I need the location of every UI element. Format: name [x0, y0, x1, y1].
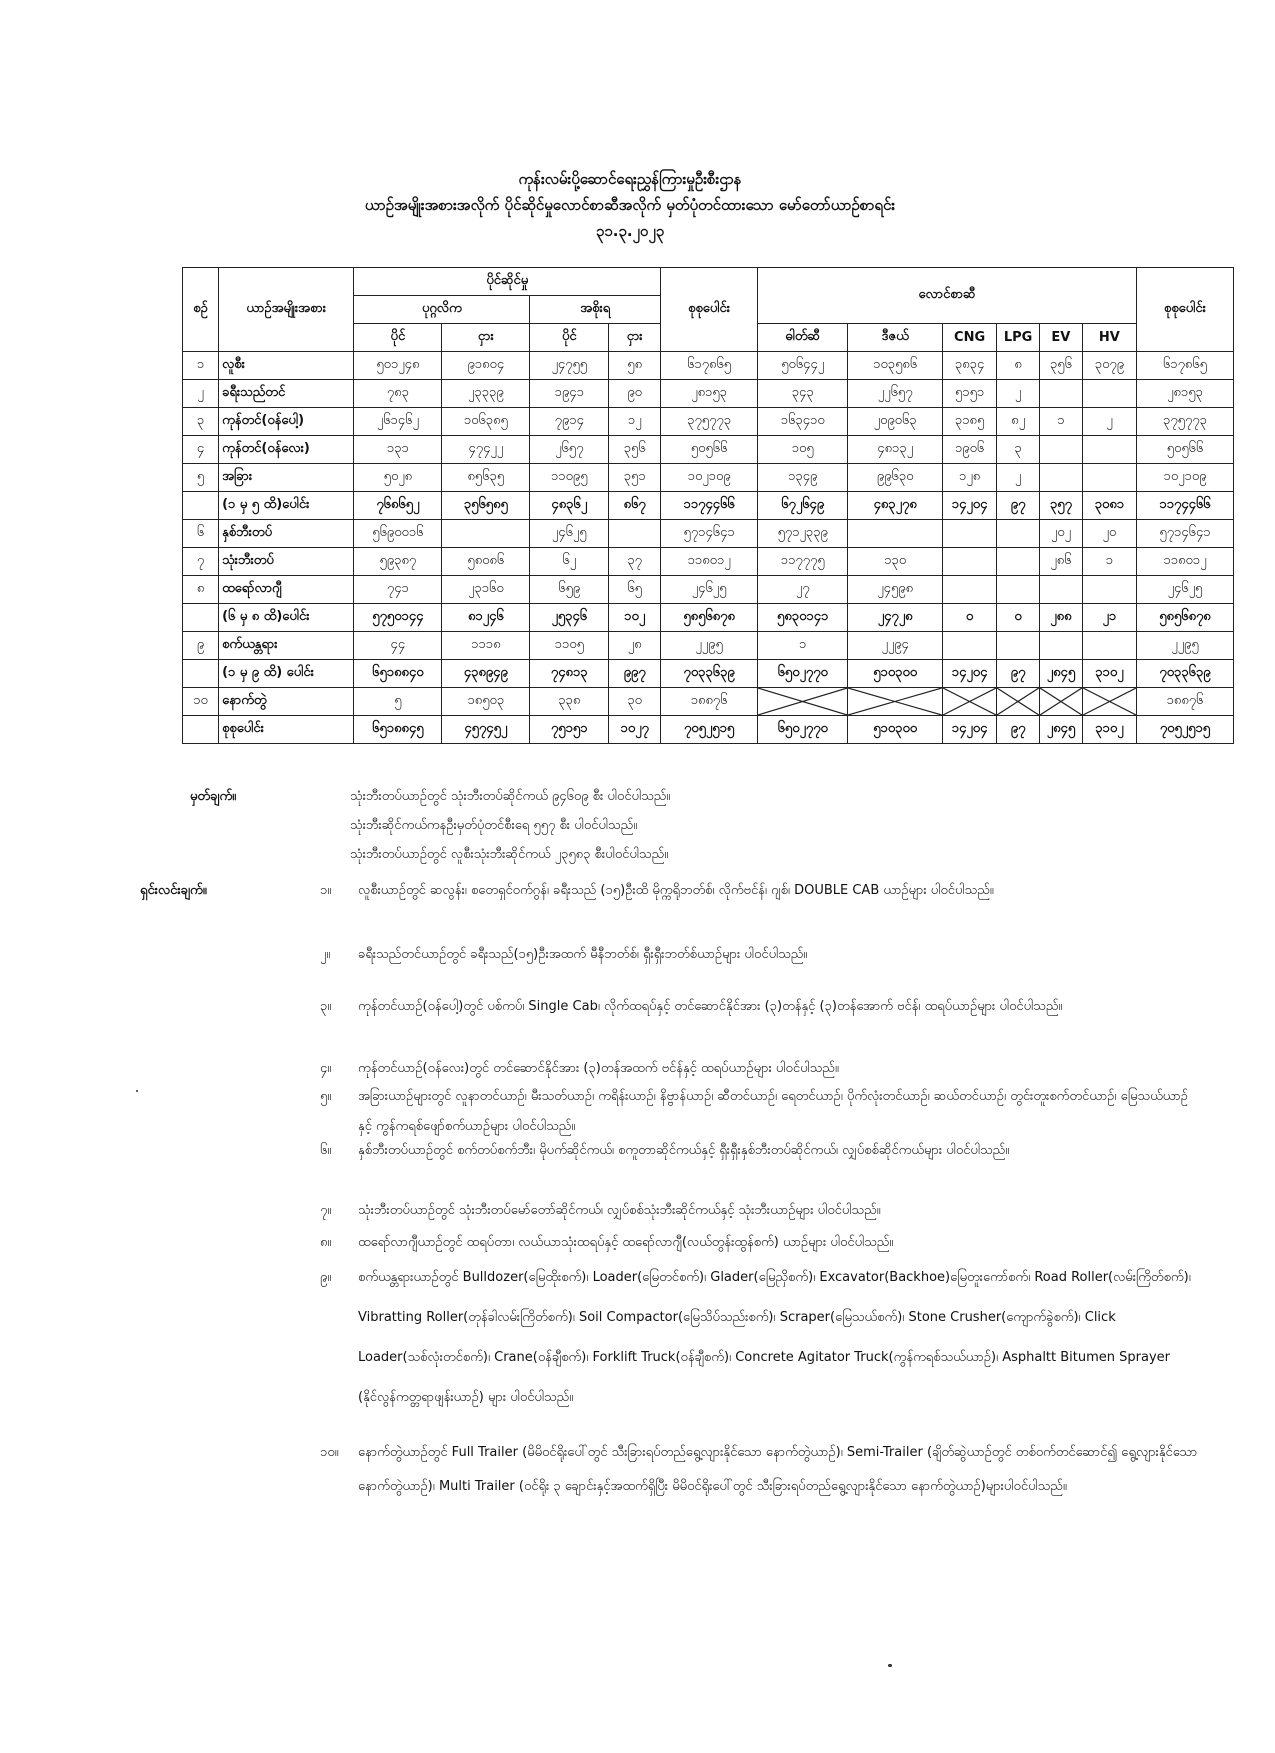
value-cell: ၆၅: [609, 576, 661, 604]
crossed-out-cell: [848, 688, 943, 716]
value-cell: [943, 576, 997, 604]
value-cell: ၆၂: [530, 548, 609, 576]
value-cell: ၃၁၀၂: [1082, 716, 1136, 744]
explanation-text: လူစီးယာဉ်တွင် ဆလွန်း၊ စတေရှင်ဝက်ဂွန်၊ ခရီးသည် (၁၅)ဦးထိ မိုက္ကရိုဘတ်စ်၊ လိုက်ဗင်န်၊ ဂျစ်၊ DOUBLE CAB ယာဉ်များ ပါဝင်ပါသည်။: [358, 883, 994, 898]
vehicle-type-cell: (၁ မှ ၅ ထိ)ပေါင်း: [219, 492, 354, 520]
vehicle-type-cell: လူစီး: [219, 352, 354, 380]
value-cell: ၈၁၂၄၆: [442, 604, 530, 632]
value-cell: ၁၁၀၅: [530, 632, 609, 660]
value-cell: ၃: [997, 436, 1040, 464]
remark-line: သုံးဘီးတပ်ယာဉ်တွင် လူစီးသုံးဘီးဆိုင်ကယ် ၂၃၅၈၃ စီးပါဝင်ပါသည်။: [350, 847, 669, 862]
value-cell: [997, 576, 1040, 604]
row-number: ၆: [183, 520, 219, 548]
value-cell: ၇၀၅၂၅၁၅: [1136, 716, 1233, 744]
table-row: [183, 520, 1234, 548]
explanation-text: စက်ယန္တရားယာဉ်တွင် Bulldozer(မြေထိုးစက်)၊ Loader(မြေတင်စက်)၊ Glader(မြေညှိစက်)၊ Excavator(Backhoe)မြေတူးကော်စက်၊ Road Roller(လမ်းကြိတ်စက်)၊ Vibratting Roller(တုန်ခါလမ်းကြိတ်စက်)၊ Soil Compactor(မြေသိပ်သည်းစက်)၊ Scraper(မြေသယ်စက်)၊ Stone Crusher(ကျောက်ခွဲစက်)၊ Click Loader(သစ်လုံးတင်စက်)၊ Crane(ဝန်ချီစက်)၊ Forklift Truck(ဝန်ချီစက်)၊ Concrete Agitator Truck(ကွန်ကရစ်သယ်ယာဉ်)၊ Asphaltt Bitumen Sprayer (နိုင်လွန်ကတ္တရာဖျန်းယာဉ်) များ ပါဝင်ပါသည်။: [358, 1270, 1191, 1405]
header-hv: HV: [1082, 324, 1136, 352]
value-cell: ၁၄၂၀၄: [943, 492, 997, 520]
header-ev: EV: [1039, 324, 1082, 352]
value-cell: [1082, 576, 1136, 604]
value-cell: [1039, 464, 1082, 492]
crossed-out-cell: [1082, 688, 1136, 716]
value-cell: ၆၅၁၈၈၄၅: [354, 716, 442, 744]
value-cell: ၂၈၆: [1039, 548, 1082, 576]
value-cell: ၂၂၉၄: [848, 632, 943, 660]
table-row: [183, 352, 1234, 380]
header-private-rented: ငှား: [442, 324, 530, 352]
value-cell: ၄၈၃၆၂: [530, 492, 609, 520]
value-cell: ၂၄၆၂၅: [661, 576, 758, 604]
value-cell: ၇၀၃၃၆၃၉: [1136, 660, 1233, 688]
value-cell: [1039, 436, 1082, 464]
explanation-text: အခြားယာဉ်များတွင် လူနာတင်ယာဉ်၊ မီးသတ်ယာဉ်၊ ကရိန်းယာဉ်၊ နိဗ္ဗာန်ယာဉ်၊ ဆီတင်ယာဉ်၊ ရေတင်ယာဉ်၊ ပိုက်လုံးတင်ယာဉ်၊ ဆယ်တင်ယာဉ်၊ တွင်းတူးစက်တင်ယာဉ်၊ မြေသယ်ယာဉ်နှင့် ကွန်ကရစ်ဖျော်စက်ယာဉ်များ ပါဝင်ပါသည်။: [358, 1089, 1188, 1134]
value-cell: ၁၃၁: [354, 436, 442, 464]
header-government: အစိုးရ: [530, 296, 661, 324]
value-cell: ၅၀၁၂၄၈: [354, 352, 442, 380]
value-cell: ၅၀၂၈: [354, 464, 442, 492]
explanation-text: နောက်တွဲယာဉ်တွင် Full Trailer (မိမိဝင်ရိုးပေါ်တွင် သီးခြားရပ်တည်ရွေ့လျားနိုင်သော နောက်တွဲယာဉ်)၊ Semi-Trailer (ချိတ်ဆွဲယာဉ်တွင် တစ်ဝက်တင်ဆောင်၍ ရွေ့လျားနိုင်သော နောက်တွဲယာဉ်)၊ Multi Trailer (ဝင်ရိုး ၃ ချောင်းနှင့်အထက်ရှိပြီး မိမိဝင်ရိုးပေါ်တွင် သီးခြားရပ်တည်ရွေ့လျားနိုင်သော နောက်တွဲယာဉ်)များပါဝင်ပါသည်။: [358, 1445, 1198, 1494]
value-cell: ၂၀၂: [1039, 520, 1082, 548]
header-lpg: LPG: [997, 324, 1040, 352]
value-cell: ၃၃၈: [530, 688, 609, 716]
row-number: ၃: [183, 408, 219, 436]
value-cell: ၄၃၈၉၄၉: [442, 660, 530, 688]
department-title: ကုန်းလမ်းပို့ဆောင်ရေးညွှန်ကြားမှုဦးစီးဌာန: [518, 170, 742, 188]
value-cell: [1039, 632, 1082, 660]
value-cell: ၅၈၅၆၈၇၈: [1136, 604, 1233, 632]
value-cell: ၂၆၅၇: [530, 436, 609, 464]
value-cell: ၁၁၇၄၄၆၆: [661, 492, 758, 520]
value-cell: ၉၇: [997, 716, 1040, 744]
value-cell: ၅၀၅၆၆: [1136, 436, 1233, 464]
value-cell: ၁: [1039, 408, 1082, 436]
value-cell: ၂၆၁၄၆၂: [354, 408, 442, 436]
value-cell: [997, 548, 1040, 576]
value-cell: ၁၁၈၀၁၂: [661, 548, 758, 576]
value-cell: ၅၀၅၆၆: [661, 436, 758, 464]
value-cell: ၀: [997, 604, 1040, 632]
vehicle-type-cell: စုစုပေါင်း: [219, 716, 354, 744]
value-cell: ၁၄၂၀၄: [943, 660, 997, 688]
value-cell: ၅၀၆၄၄၂: [758, 352, 848, 380]
explanation-number: ၄။: [320, 1061, 332, 1076]
header-vehicle-type: ယာဉ်အမျိုးအစား: [219, 268, 354, 352]
value-cell: ၀: [943, 604, 997, 632]
explanation-number: ၇။: [320, 1203, 332, 1218]
row-number: [183, 660, 219, 688]
value-cell: ၂၅၃၄၆: [530, 604, 609, 632]
value-cell: ၉၀: [609, 380, 661, 408]
header-diesel: ဒီဇယ်: [848, 324, 943, 352]
value-cell: ၁၉၄၁: [530, 380, 609, 408]
value-cell: ၉၁၈၀၄: [442, 352, 530, 380]
explanation-number: ၁၀။: [320, 1445, 339, 1460]
header-government-owned: ပိုင်: [530, 324, 609, 352]
vehicle-type-cell: အခြား: [219, 464, 354, 492]
header-ownership: ပိုင်ဆိုင်မှု: [354, 268, 661, 296]
header-petrol: ဓါတ်ဆီ: [758, 324, 848, 352]
value-cell: ၆၅၀၂၇၇၀: [758, 716, 848, 744]
value-cell: ၂၈: [609, 632, 661, 660]
row-number: ၈: [183, 576, 219, 604]
value-cell: ၃၀၇၉: [1082, 352, 1136, 380]
value-cell: ၂၂၉၅: [661, 632, 758, 660]
explanation-text: ကုန်တင်ယာဉ်(ဝန်လေး)တွင် တင်ဆောင်နိုင်အား (၃)တန်အထက် ဗင်န်နှင့် ထရပ်ယာဉ်များ ပါဝင်ပါသည်။: [358, 1061, 839, 1076]
value-cell: ၁: [758, 632, 848, 660]
row-number: ၂: [183, 380, 219, 408]
remark-line: သုံးဘီးတပ်ယာဉ်တွင် သုံးဘီးတပ်ဆိုင်ကယ် ၉၄၆၀၉ စီး ပါဝင်ပါသည်။: [350, 789, 671, 804]
value-cell: ၁၁၁၈: [442, 632, 530, 660]
explanation-text: ကုန်တင်ယာဉ်(ဝန်ပေါ့)တွင် ပစ်ကပ်၊ Single Cab၊ လိုက်ထရပ်နှင့် တင်ဆောင်နိုင်အား (၃)တန်နှင့် (၃)တန်အောက် ဗင်န်၊ ထရပ်ယာဉ်များ ပါဝင်ပါသည်။: [358, 999, 1063, 1014]
crossed-out-cell: [1039, 688, 1082, 716]
value-cell: ၅၁၅၁: [943, 380, 997, 408]
value-cell: ၅၆၉၀၀၁၆: [354, 520, 442, 548]
value-cell: ၅: [354, 688, 442, 716]
value-cell: ၃၇၅၇၇၃: [1136, 408, 1233, 436]
value-cell: [943, 548, 997, 576]
value-cell: ၃၅၆: [1039, 352, 1082, 380]
row-number: ၇: [183, 548, 219, 576]
value-cell: ၂၄၆၂၅: [1136, 576, 1233, 604]
value-cell: ၈၆၇: [609, 492, 661, 520]
table-row: [183, 660, 1234, 688]
value-cell: ၆၅၀၂၇၇၀: [758, 660, 848, 688]
value-cell: ၉၇: [997, 660, 1040, 688]
vehicle-type-cell: ခရီးသည်တင်: [219, 380, 354, 408]
table-row: [183, 464, 1234, 492]
value-cell: ၂၄၇၂၈: [848, 604, 943, 632]
value-cell: ၃၅၆၅၈၅: [442, 492, 530, 520]
value-cell: ၁၂၈: [943, 464, 997, 492]
value-cell: ၅၉၃၈၇: [354, 548, 442, 576]
remarks-title: မှတ်ချက်။: [190, 789, 237, 804]
value-cell: ၂၁: [1082, 604, 1136, 632]
value-cell: ၃၇၅၇၇၃: [661, 408, 758, 436]
header-government-rented: ငှား: [609, 324, 661, 352]
table-row: [183, 716, 1234, 744]
value-cell: ၃၅၇: [1039, 492, 1082, 520]
value-cell: ၂: [1082, 408, 1136, 436]
value-cell: ၇၅၁၅၁: [530, 716, 609, 744]
value-cell: [943, 520, 997, 548]
cross-mark: [1083, 688, 1136, 715]
value-cell: [1082, 464, 1136, 492]
value-cell: ၈၅၆၃၅: [442, 464, 530, 492]
value-cell: ၃၀: [609, 688, 661, 716]
row-number: ၁: [183, 352, 219, 380]
value-cell: [609, 520, 661, 548]
explanation-title: ရှင်းလင်းချက်။: [140, 883, 207, 898]
value-cell: ၅၇၁၂၃၃၉: [758, 520, 848, 548]
value-cell: [1082, 632, 1136, 660]
value-cell: ၅၈၀၈၆: [442, 548, 530, 576]
value-cell: ၃၀၈၁: [1082, 492, 1136, 520]
value-cell: ၁: [1082, 548, 1136, 576]
crossed-out-cell: [997, 688, 1040, 716]
value-cell: ၂၂၉၅: [1136, 632, 1233, 660]
value-cell: ၄၇၄၂၂: [442, 436, 530, 464]
value-cell: ၇၉၁၄: [530, 408, 609, 436]
value-cell: ၁၈၈၇၆: [1136, 688, 1233, 716]
value-cell: ၁၄၂၀၄: [943, 716, 997, 744]
header-private: ပုဂ္ဂလိက: [354, 296, 530, 324]
value-cell: ၁၁၇၄၄၆၆: [1136, 492, 1233, 520]
value-cell: [442, 520, 530, 548]
table-row: [183, 576, 1234, 604]
value-cell: ၆၁၇၈၆၅: [1136, 352, 1233, 380]
value-cell: ၅၇၅၀၁၄၄: [354, 604, 442, 632]
value-cell: ၁၁၈၀၁၂: [1136, 548, 1233, 576]
value-cell: ၆၇၂၆၄၉: [758, 492, 848, 520]
value-cell: ၅၇၁၄၆၄၁: [1136, 520, 1233, 548]
value-cell: ၂၂၆၅၇: [848, 380, 943, 408]
table-row: [183, 436, 1234, 464]
value-cell: ၁၀၆၃၈၅: [442, 408, 530, 436]
remark-line: သုံးဘီးဆိုင်ကယ်ကနဦးမှတ်ပုံတင်စီးရေ ၅၅၇ စီး ပါဝင်ပါသည်။: [350, 818, 638, 833]
value-cell: ၅၈: [609, 352, 661, 380]
value-cell: [848, 520, 943, 548]
row-number: ၁၀: [183, 688, 219, 716]
vehicle-type-cell: ထရော်လာဂျီ: [219, 576, 354, 604]
value-cell: ၅၇၁၄၆၄၁: [661, 520, 758, 548]
value-cell: ၇၆၈၆၅၂: [354, 492, 442, 520]
crossed-out-cell: [943, 688, 997, 716]
value-cell: ၂၃၁၆၀: [442, 576, 530, 604]
report-title: ယာဉ်အမျိုးအစားအလိုက် ပိုင်ဆိုင်မှုလောင်စာဆီအလိုက် မှတ်ပုံတင်ထားသော မော်တော်ယာဉ်စာရင်း: [364, 196, 896, 214]
cross-mark: [1040, 688, 1082, 715]
value-cell: ၁၃၄၉: [758, 464, 848, 492]
header-sr: စဉ်: [183, 268, 219, 352]
vehicle-type-cell: ကုန်တင်(ဝန်ပေါ့): [219, 408, 354, 436]
value-cell: ၄၄: [354, 632, 442, 660]
row-number: ၄: [183, 436, 219, 464]
value-cell: ၄၈၃၂၇၈: [848, 492, 943, 520]
header-total-ownership: စုစုပေါင်း: [661, 268, 758, 352]
value-cell: [1039, 576, 1082, 604]
value-cell: ၇၄၁: [354, 576, 442, 604]
vehicle-type-cell: (၆ မှ ၈ ထိ)ပေါင်း: [219, 604, 354, 632]
value-cell: ၆၁၇၈၆၅: [661, 352, 758, 380]
cross-mark: [848, 688, 942, 715]
value-cell: ၂၄၅၉၈: [848, 576, 943, 604]
value-cell: ၃၁၈၅: [943, 408, 997, 436]
value-cell: ၁၃၀: [848, 548, 943, 576]
value-cell: ၂၈၄၅: [1039, 660, 1082, 688]
explanation-number: ၃။: [320, 999, 332, 1014]
value-cell: ၆၅၉: [530, 576, 609, 604]
value-cell: ၂၃၃၃၉: [442, 380, 530, 408]
explanation-text: ထရော်လာဂျီယာဉ်တွင် ထရပ်တာ၊ လယ်ယာသုံးထရပ်နှင့် ထရော်လာဂျီ(လယ်တွန်းထွန်စက်) ယာဉ်များ ပါဝင်ပါသည်။: [358, 1235, 894, 1250]
value-cell: ၁၁၇၇၇၅: [758, 548, 848, 576]
value-cell: [943, 632, 997, 660]
vehicle-type-cell: (၁ မှ ၉ ထိ) ပေါင်း: [219, 660, 354, 688]
value-cell: ၃၈၃၄: [943, 352, 997, 380]
report-date: ၃၁.၃.၂၀၂၃: [595, 222, 665, 240]
crossed-out-cell: [758, 688, 848, 716]
table-row: [183, 492, 1234, 520]
value-cell: ၃၅၁: [609, 464, 661, 492]
document-header: [160, 166, 1100, 244]
value-cell: ၇၀၅၂၅၁၅: [661, 716, 758, 744]
value-cell: ၃၅၆: [609, 436, 661, 464]
table-row: [183, 380, 1234, 408]
value-cell: ၉၇: [997, 492, 1040, 520]
header-fuel: လောင်စာဆီ: [758, 268, 1137, 324]
value-cell: ၂၈၁၅၃: [661, 380, 758, 408]
scan-speck: [136, 1090, 138, 1092]
header-cng: CNG: [943, 324, 997, 352]
value-cell: [997, 632, 1040, 660]
table-row: [183, 408, 1234, 436]
value-cell: ၁၉၀၆: [943, 436, 997, 464]
value-cell: ၁၀၅: [758, 436, 848, 464]
value-cell: ၅၁၀၃၀၀: [848, 660, 943, 688]
value-cell: ၄၅၇၄၅၂: [442, 716, 530, 744]
explanation-number: ၆။: [320, 1143, 332, 1158]
header-total-fuel: စုစုပေါင်း: [1136, 268, 1233, 352]
cross-mark: [758, 688, 847, 715]
value-cell: [1082, 380, 1136, 408]
vehicle-statistics-table: [182, 267, 1234, 744]
value-cell: ၄၈၁၃၂: [848, 436, 943, 464]
value-cell: ၃၁၀၂: [1082, 660, 1136, 688]
value-cell: ၂: [997, 464, 1040, 492]
value-cell: ၁၀၂၁၀၉: [661, 464, 758, 492]
cross-mark: [943, 688, 996, 715]
value-cell: ၁၈၅၀၃: [442, 688, 530, 716]
value-cell: ၂၄၆၂၅: [530, 520, 609, 548]
table-row: [183, 548, 1234, 576]
value-cell: ၁၈၈၇၆: [661, 688, 758, 716]
value-cell: ၁၀၂: [609, 604, 661, 632]
value-cell: ၁၂: [609, 408, 661, 436]
row-number: ၉: [183, 632, 219, 660]
row-number: ၅: [183, 464, 219, 492]
value-cell: ၁၀၂၇: [609, 716, 661, 744]
value-cell: ၂: [997, 380, 1040, 408]
value-cell: ၇၀၃၃၆၃၉: [661, 660, 758, 688]
value-cell: ၃၇: [609, 548, 661, 576]
value-cell: ၁၀၂၁၀၉: [1136, 464, 1233, 492]
value-cell: ၁၀၃၅၈၆: [848, 352, 943, 380]
row-number: [183, 716, 219, 744]
value-cell: ၇၈၃: [354, 380, 442, 408]
value-cell: ၅၈၅၆၈၇၈: [661, 604, 758, 632]
value-cell: ၂၇: [758, 576, 848, 604]
value-cell: ၁၁၀၉၅: [530, 464, 609, 492]
row-number: [183, 604, 219, 632]
value-cell: ၂၈၈: [1039, 604, 1082, 632]
value-cell: ၂၈၁၅၃: [1136, 380, 1233, 408]
vehicle-type-cell: နောက်တွဲ: [219, 688, 354, 716]
value-cell: ၂၀၉၀၆၃: [848, 408, 943, 436]
table-row: [183, 604, 1234, 632]
cross-mark: [997, 688, 1039, 715]
value-cell: ၂၄၇၅၅: [530, 352, 609, 380]
explanation-text: သုံးဘီးတပ်ယာဉ်တွင် သုံးဘီးတပ်မော်တော်ဆိုင်ကယ်၊ လျှပ်စစ်သုံးဘီးဆိုင်ကယ်နှင့် သုံးဘီးယာဉ်များ ပါဝင်ပါသည်။: [358, 1203, 881, 1218]
scan-speck: [888, 1664, 892, 1667]
value-cell: ၅၈၃၀၁၄၁: [758, 604, 848, 632]
vehicle-type-cell: နှစ်ဘီးတပ်: [219, 520, 354, 548]
value-cell: [1039, 380, 1082, 408]
table-body: [183, 352, 1234, 744]
explanation-number: ၉။: [320, 1270, 332, 1285]
vehicle-type-cell: ကုန်တင်(ဝန်လေး): [219, 436, 354, 464]
table-row: [183, 688, 1234, 716]
row-number: [183, 492, 219, 520]
value-cell: ၉၉၆၃၀: [848, 464, 943, 492]
explanation-number: ၈။: [320, 1235, 332, 1250]
value-cell: ၈: [997, 352, 1040, 380]
value-cell: ၂၈၄၅: [1039, 716, 1082, 744]
value-cell: [1082, 436, 1136, 464]
explanation-number: ၂။: [320, 947, 331, 962]
value-cell: ၉၉၇: [609, 660, 661, 688]
value-cell: [997, 520, 1040, 548]
vehicle-type-cell: စက်ယန္တရား: [219, 632, 354, 660]
header-private-owned: ပိုင်: [354, 324, 442, 352]
value-cell: ၅၁၀၃၀၀: [848, 716, 943, 744]
value-cell: ၁၆၃၄၁၀: [758, 408, 848, 436]
value-cell: ၂၀: [1082, 520, 1136, 548]
value-cell: ၆၅၁၈၈၄၀: [354, 660, 442, 688]
vehicle-type-cell: သုံးဘီးတပ်: [219, 548, 354, 576]
explanation-text: ခရီးသည်တင်ယာဉ်တွင် ခရီးသည်(၁၅)ဦးအထက် မီနီဘတ်စ်၊ ရှီးရှီးဘတ်စ်ယာဉ်များ ပါဝင်ပါသည်။: [358, 947, 808, 962]
explanation-number: ၁။: [320, 883, 332, 898]
explanation-text: နှစ်ဘီးတပ်ယာဉ်တွင် စက်တပ်စက်ဘီး၊ မိုပက်ဆိုင်ကယ်၊ စကူတာဆိုင်ကယ်နှင့် ရှီးရှီးနှစ်ဘီးတပ်ဆိုင်ကယ်၊ လျှပ်စစ်ဆိုင်ကယ်များ ပါဝင်ပါသည်။: [358, 1143, 1010, 1158]
table-row: [183, 632, 1234, 660]
value-cell: ၈၂: [997, 408, 1040, 436]
explanation-number: ၅။: [320, 1089, 332, 1104]
value-cell: ၃၄၃: [758, 380, 848, 408]
value-cell: ၇၄၈၁၃: [530, 660, 609, 688]
